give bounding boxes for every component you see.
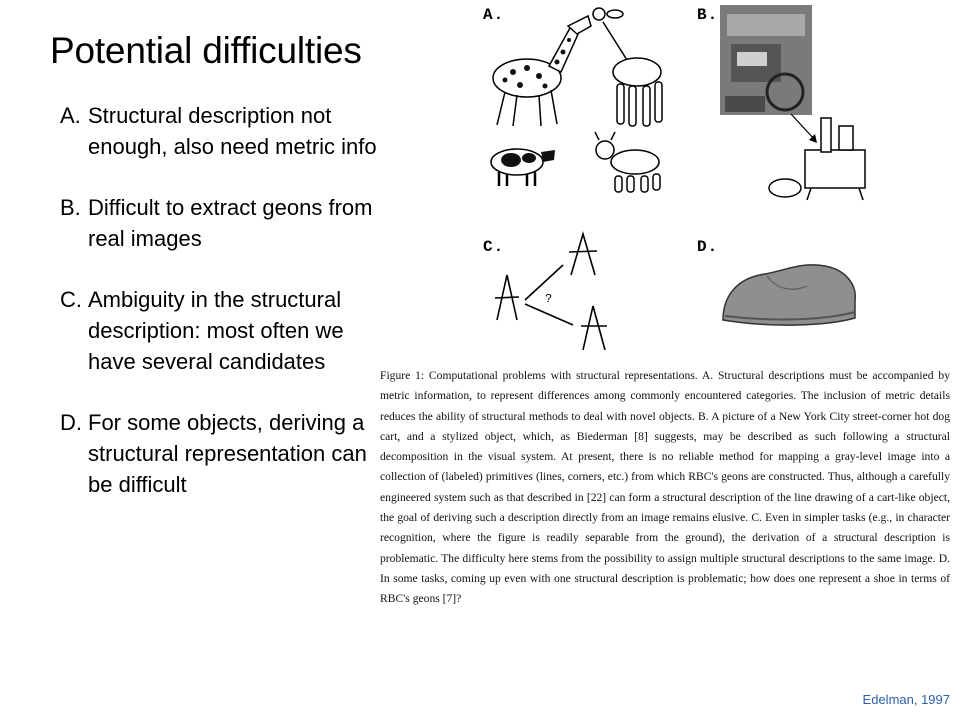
hot-dog-cart-photo [720,5,812,115]
giraffe-geon-model [593,8,662,126]
bullet-c [60,284,380,377]
bullet-letter: D. [60,410,82,435]
figure-drawings [475,0,890,360]
bullet-b [60,192,380,254]
bullet-text: Difficult to extract geons from real images [88,195,373,251]
cow-drawing [491,149,555,186]
panel-label-c: C. [483,238,505,256]
bullet-text: Structural description not enough, also need metric info [88,103,377,159]
bullet-letter: B. [60,195,81,220]
shoe-drawing [723,265,855,325]
slide-title: Potential difficulties [50,30,362,71]
panel-label-d: D. [697,238,719,256]
arrow-line [791,114,815,140]
bullet-d [60,407,380,500]
giraffe-drawing [493,16,591,126]
bullet-a [60,100,380,162]
cow-geon-model [595,132,660,192]
bullet-text: Ambiguity in the structural description: most often we have several candidates [88,287,344,374]
panel-label-b: B. [697,6,719,24]
citation: Edelman, 1997 [862,692,950,707]
bullet-letter: C. [60,287,82,312]
figure-caption: Figure 1: Computational problems with structural representations. A. Structural descriptions must be accompanied by metric information, to represent differences among commonly encountered categories. The inclusion of metric details reduces the ability of structural methods to deal with novel objects. B. A picture of a New York City street-corner hot dog cart, and a stylized object, which, as Biederman [8] suggests, may be described as such following a structural decomposition in the visual system. At present, there is no reliable method for mapping a gray-level image into a collection of (labeled) primitives (lines, corners, etc.) from which RBC's geons are constructed. Thus, although a carefully engineered system such as that described in [22] can form a structural description of the line drawing of a cart-like object, the goal of deriving such a description directly from an image remains elusive. C. Even in simpler tasks (e.g., in character recognition, where the figure is readily separable from the ground), the derivation of a structural description is problematic. The difficulty here stems from the possibility to assign multiple structural descriptions to the same image. D. In some tasks, coming up even with one structural description is problematic; how does one represent a shoe in terms of RBC's geons [7]? [380,369,950,606]
bullet-list [60,100,380,530]
bullet-letter: A. [60,103,81,128]
bullet-text: For some objects, deriving a structural representation can be difficult [88,410,367,497]
figure-illustration [475,0,890,360]
stylized-cart-drawing [769,118,865,200]
panel-label-a: A. [483,6,505,24]
question-mark: ? [545,292,553,306]
